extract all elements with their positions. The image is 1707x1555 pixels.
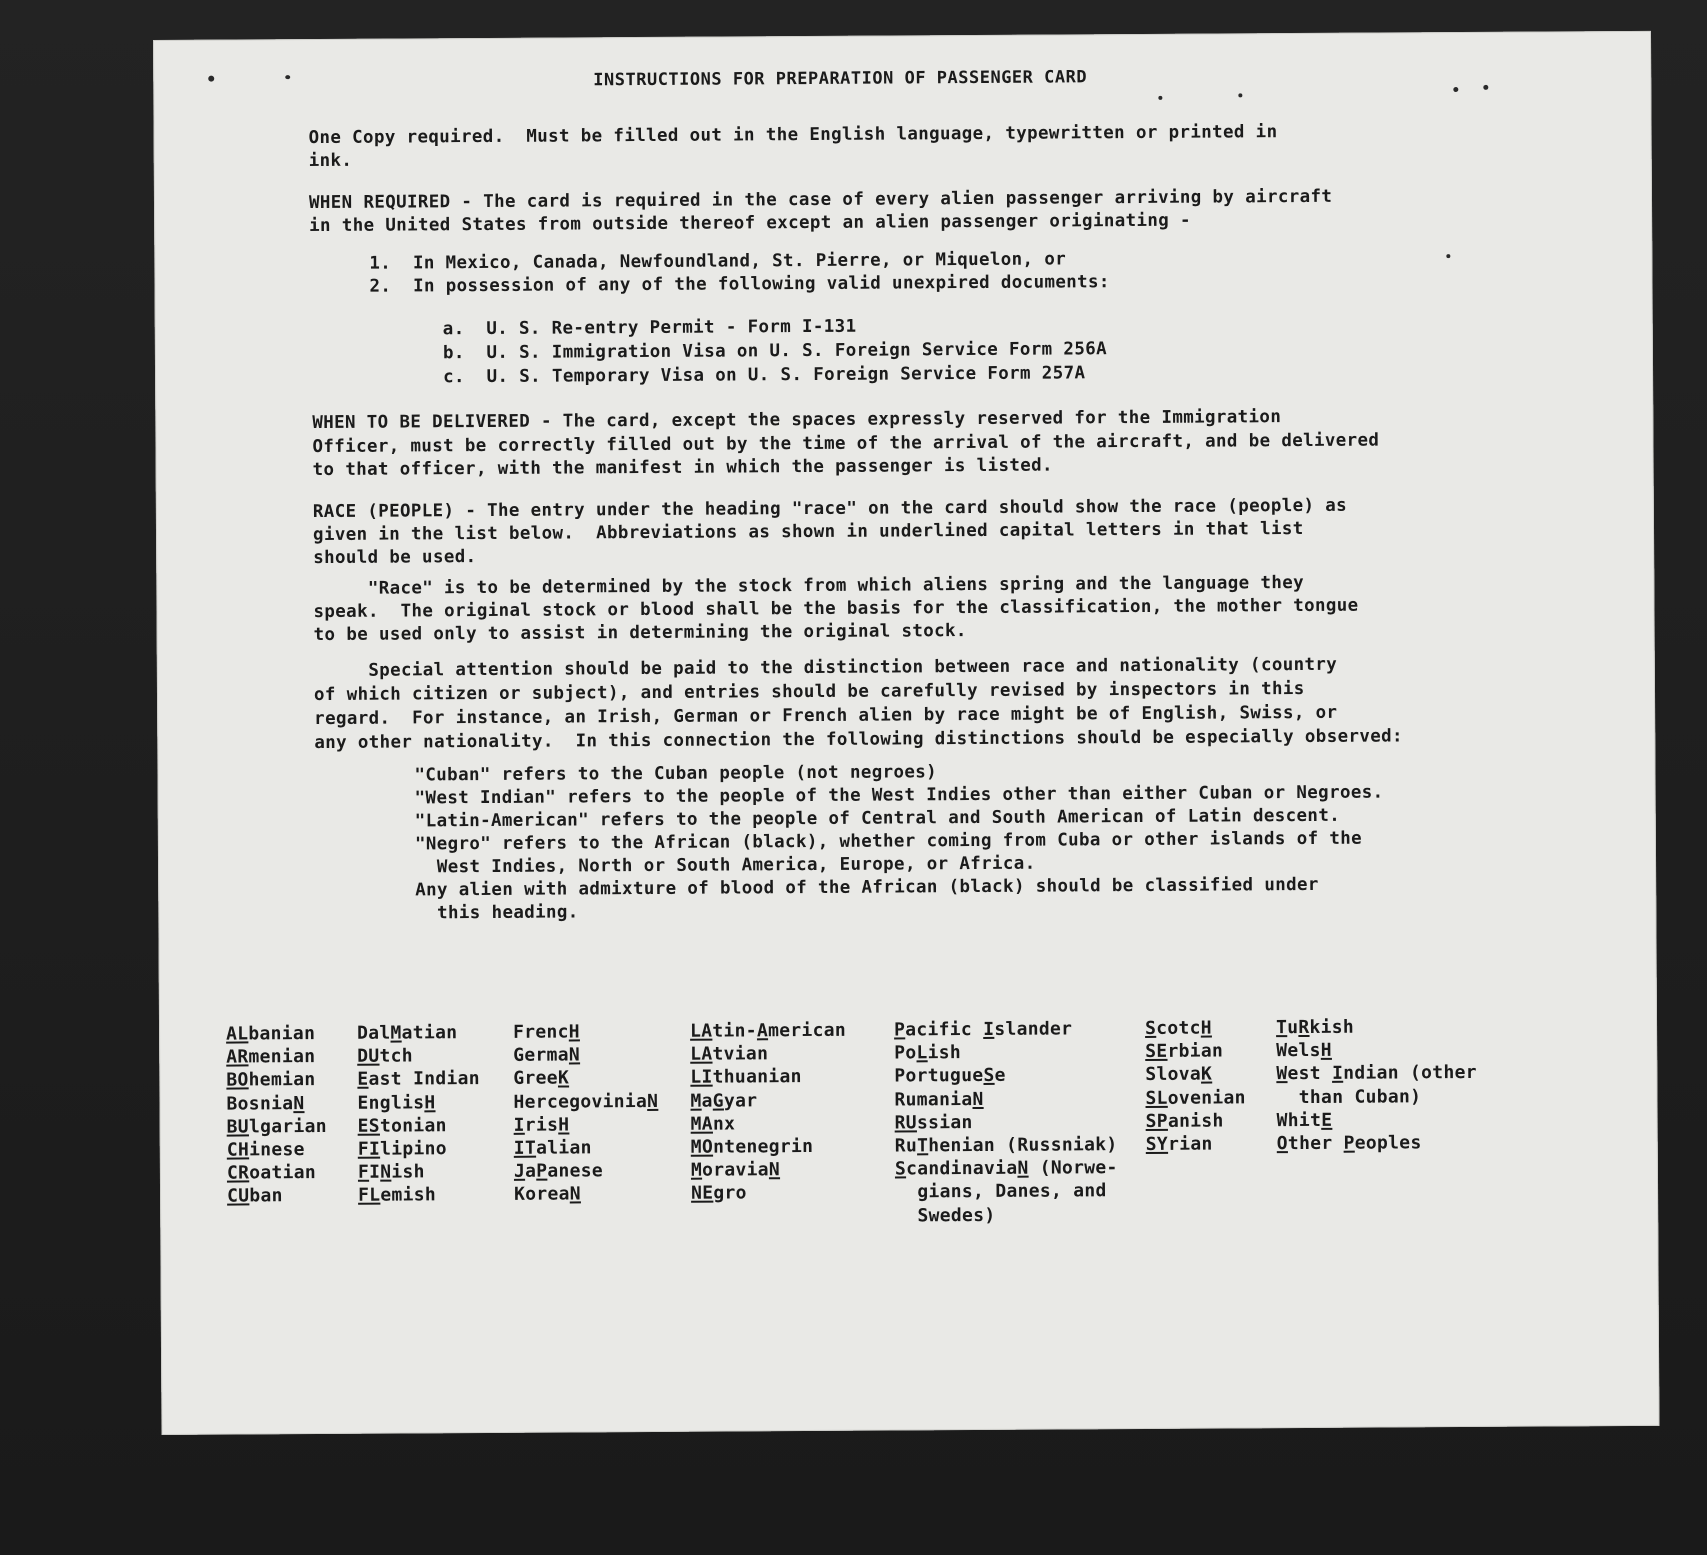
race-entry: NEgro xyxy=(690,1182,747,1205)
race-entry: IrisH xyxy=(513,1114,570,1136)
race-entry: MAnx xyxy=(690,1113,736,1135)
race-entry: than Cuban) xyxy=(1276,1085,1422,1108)
race-entry: LAtin-American xyxy=(690,1019,847,1042)
race-entry: EStonian xyxy=(357,1115,447,1137)
race-entry: FLemish xyxy=(357,1184,437,1207)
race-entry: RUssian xyxy=(894,1111,973,1134)
race-entry: gians, Danes, and xyxy=(894,1180,1107,1203)
paragraph-copy-required: One Copy required. Must be filled out in the English language, typewritten or printed in ink. xyxy=(308,122,1278,172)
race-entry: JaPanese xyxy=(513,1160,604,1183)
race-entry: FrencH xyxy=(513,1021,580,1043)
race-entry: GreeK xyxy=(513,1067,570,1090)
paragraph-when-delivered: WHEN TO BE DELIVERED - The card, except the spaces expressly reserved for the Immigration Officer, must be correctly filled out by the time of the arrival of the aircraft, and be delivered to that officer, with the manifest in which the passenger is listed. xyxy=(312,407,1380,481)
lettered-list: a. U. S. Re-entry Permit - Form I-131 b. U. S. Immigration Visa on U. S. Foreign Service Form 256A c. U. S. Temporary Visa on U. S. Foreign Service Form 257A xyxy=(442,316,1108,388)
race-entry: DalMatian xyxy=(357,1022,458,1044)
race-column-5 xyxy=(894,1017,1118,1227)
race-entry: RumaniaN xyxy=(894,1088,984,1111)
race-entry: WhitE xyxy=(1276,1109,1333,1131)
race-entry: GermaN xyxy=(513,1044,581,1067)
race-entry: SLovenian xyxy=(1145,1086,1246,1109)
scan-speck xyxy=(1453,87,1458,92)
scan-speck xyxy=(285,75,290,79)
race-entry: PoLish xyxy=(894,1042,962,1064)
race-entry: West Indian (other xyxy=(1276,1062,1477,1085)
race-entry: SErbian xyxy=(1145,1040,1224,1063)
race-entry: Swedes) xyxy=(895,1204,996,1227)
race-entry: ScotcH xyxy=(1144,1017,1212,1039)
race-entry: DUtch xyxy=(357,1045,413,1067)
race-entry: WelsH xyxy=(1276,1040,1332,1062)
race-entry: LIthuanian xyxy=(690,1066,802,1089)
scan-speck xyxy=(1238,93,1242,97)
race-entry: MoraviaN xyxy=(690,1159,781,1181)
race-entry: SYrian xyxy=(1145,1133,1213,1155)
numbered-list: 1. In Mexico, Canada, Newfoundland, St. Pierre, or Miquelon, or 2. In possession of any of the following valid unexpired documents: xyxy=(369,249,1110,297)
race-column-1 xyxy=(226,1022,327,1208)
scan-speck xyxy=(1158,96,1162,100)
race-entry: KoreaN xyxy=(513,1183,581,1206)
paragraph-race-determined: "Race" is to be determined by the stock from which aliens spring and the language they speak. The original stock or blood shall be the basis for the classification, the mother tongue to be used only to assist in determining the original stock. xyxy=(313,572,1359,646)
race-entry: HercegoviniaN xyxy=(513,1090,659,1113)
race-entry: ARmenian xyxy=(226,1046,316,1068)
race-entry: RuThenian (Russniak) xyxy=(894,1134,1118,1157)
race-entry: TuRkish xyxy=(1275,1016,1355,1039)
race-entry: BosniaN xyxy=(226,1092,305,1115)
race-entry: East Indian xyxy=(357,1068,480,1091)
race-entry: ALbanian xyxy=(226,1023,316,1045)
race-column-4 xyxy=(690,1019,847,1206)
document-page xyxy=(153,31,1659,1435)
race-entry: Pacific Islander xyxy=(893,1018,1073,1041)
race-column-2 xyxy=(357,1021,481,1207)
race-entry: FIlipino xyxy=(357,1138,447,1160)
paragraph-special-attention: Special attention should be paid to the distinction between race and nationality (country of which citizen or subject), and entries should be carefully revised by inspectors in this regard. For instance, an Irish, German or French alien by race might be of English, Swiss, or any other nationality. In this connection the following distinctions should be especially observed: xyxy=(313,654,1403,754)
scan-speck xyxy=(1446,254,1450,258)
race-entry: FINish xyxy=(357,1161,425,1183)
race-entry: SlovaK xyxy=(1145,1063,1213,1086)
race-entry: SPanish xyxy=(1145,1110,1224,1132)
race-entry: BOhemian xyxy=(226,1069,316,1091)
race-entry: MOntenegrin xyxy=(690,1136,814,1158)
race-entry: CUban xyxy=(227,1185,283,1207)
page-title: INSTRUCTIONS FOR PREPARATION OF PASSENGER CARD xyxy=(593,67,1088,91)
race-entry: BUlgarian xyxy=(226,1115,327,1138)
race-entry: ScandinaviaN (Norwe- xyxy=(894,1157,1118,1180)
distinctions-list: "Cuban" refers to the Cuban people (not negroes) "West Indian" refers to the people of the West Indies other than either Cuban or Negroes. "Latin-American" refers to the people of Central and South American of Latin descent. "Negro" refers to the African (black), whether coming from Cuba or other islands of the West Indies, North or South America, Europe, or Africa. Any alien with admixture of blood of the African (black) should be classified under this heading. xyxy=(414,762,1384,924)
race-entry: LAtvian xyxy=(690,1043,769,1065)
paragraph-race-people: RACE (PEOPLE) - The entry under the heading "race" on the card should show the race (people) as given in the list below. Abbreviations as shown in underlined capital letters in that list should be used. xyxy=(312,495,1348,569)
race-entry: CRoatian xyxy=(226,1162,317,1184)
race-column-3 xyxy=(513,1020,659,1207)
paragraph-when-required: WHEN REQUIRED - The card is required in the case of every alien passenger arriving by aircraft in the United States from outside thereof except an alien passenger originating - xyxy=(308,186,1333,237)
scan-speck xyxy=(208,76,214,82)
race-column-7 xyxy=(1276,1015,1477,1155)
scan-speck xyxy=(1483,85,1488,90)
race-entry: Other Peoples xyxy=(1276,1132,1422,1155)
race-entry: MaGyar xyxy=(690,1089,758,1112)
race-entry: EnglisH xyxy=(357,1091,436,1114)
race-entry: ITalian xyxy=(513,1137,592,1159)
race-entry: CHinese xyxy=(226,1139,305,1161)
race-entry: PortugueSe xyxy=(894,1065,1006,1087)
race-column-6 xyxy=(1145,1016,1246,1156)
